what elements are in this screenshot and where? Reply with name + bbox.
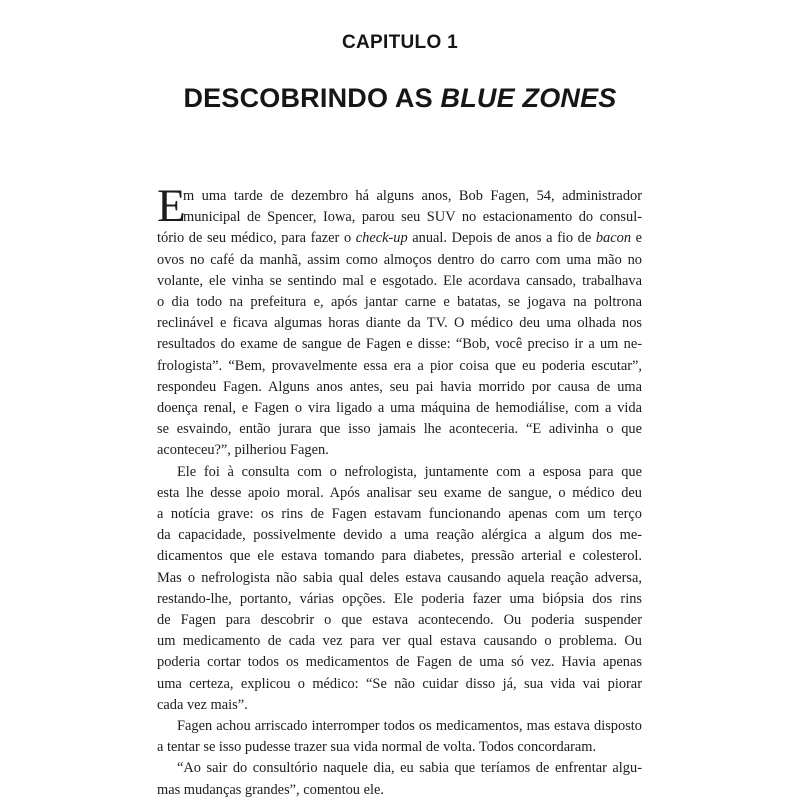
text-line: restando-lhe, portanto, várias opções. Ele poderia fazer uma biópsia dos rins xyxy=(157,590,642,607)
text-line: aconteceu?”, pilheriou Fagen. xyxy=(157,442,329,459)
text-line: o dia todo na prefeitura e, após jantar carne e batatas, se jogava na poltrona xyxy=(157,294,642,311)
chapter-title-italic: BLUE ZONES xyxy=(440,83,617,113)
italic-term: check-up xyxy=(355,230,408,247)
text-line: resultados do exame de sangue de Fagen e disse: “Bob, você preciso ir a um ne- xyxy=(157,336,642,353)
text-line: Ele foi à consulta com o nefrologista, juntamente com a esposa para que xyxy=(177,463,642,480)
drop-cap: E xyxy=(157,180,186,232)
text-line: uma certeza, explicou o médico: “Se não cuidar disso já, sua vida vai piorar xyxy=(157,675,642,692)
text-line: Mas o nefrologista não sabia qual deles estava causando aquela reação adversa, xyxy=(157,569,642,586)
text-line: a notícia grave: os rins de Fagen estavam funcionando apenas com um terço xyxy=(157,506,642,523)
chapter-title xyxy=(0,83,800,114)
chapter-body xyxy=(157,180,642,801)
text-line: se esvaindo, então jurara que isso jamais lhe aconteceria. “E adivinha o que xyxy=(157,421,642,438)
chapter-title-plain: DESCOBRINDO AS xyxy=(183,83,441,113)
text-line: esta lhe desse apoio moral. Após analisar seu exame de sangue, o médico deu xyxy=(157,484,642,501)
text-line: cada vez mais”. xyxy=(157,696,248,713)
text-line: a tentar se isso pudesse trazer sua vida normal de volta. Todos concordaram. xyxy=(157,739,597,756)
text-line: dicamentos que ele estava tomando para diabetes, pressão arterial e colesterol. xyxy=(157,548,642,565)
text-line: municipal de Spencer, Iowa, parou seu SUV no estacionamento do consul- xyxy=(183,209,642,226)
text-line: reclinável e ficava algumas horas diante da TV. O médico deu uma olhada nos xyxy=(157,315,642,332)
text-line: mas mudanças grandes”, comentou ele. xyxy=(157,781,384,798)
text-line: da capacidade, possivelmente devido a uma reação alérgica a algum dos me- xyxy=(157,527,642,544)
italic-term: bacon xyxy=(595,230,632,247)
text-line: tório de seu médico, para fazer o check-up anual. Depois de anos a fio de bacon e xyxy=(157,230,642,247)
text-line: de Fagen para descobrir o que estava acontecendo. Ou poderia suspender xyxy=(157,612,642,629)
chapter-number: CAPITULO 1 xyxy=(342,32,458,53)
text-line: Fagen achou arriscado interromper todos os medicamentos, mas estava disposto xyxy=(177,718,642,735)
text-line: frologista”. “Bem, provavelmente essa era a pior coisa que eu poderia escutar”, xyxy=(157,357,642,374)
text-line: respondeu Fagen. Alguns anos antes, seu pai havia morrido por causa de uma xyxy=(157,378,642,395)
text-line: poderia cortar todos os medicamentos de Fagen de uma só vez. Havia apenas xyxy=(157,654,642,671)
text-line: doença renal, e Fagen o vira ligado a uma máquina de hemodiálise, com a vida xyxy=(157,400,642,417)
text-line: um medicamento de cada vez para ver qual estava causando o problema. Ou xyxy=(157,633,642,650)
text-line: ovos no café da manhã, assim como almoços dentro do carro com uma mão no xyxy=(157,251,642,268)
text-line: “Ao sair do consultório naquele dia, eu sabia que teríamos de enfrentar algu- xyxy=(177,760,642,777)
text-line: m uma tarde de dezembro há alguns anos, Bob Fagen, 54, administrador xyxy=(183,188,642,204)
text-line: volante, ele vinha se sentindo mal e esgotado. Ele acordava cansado, trabalhava xyxy=(157,272,642,289)
